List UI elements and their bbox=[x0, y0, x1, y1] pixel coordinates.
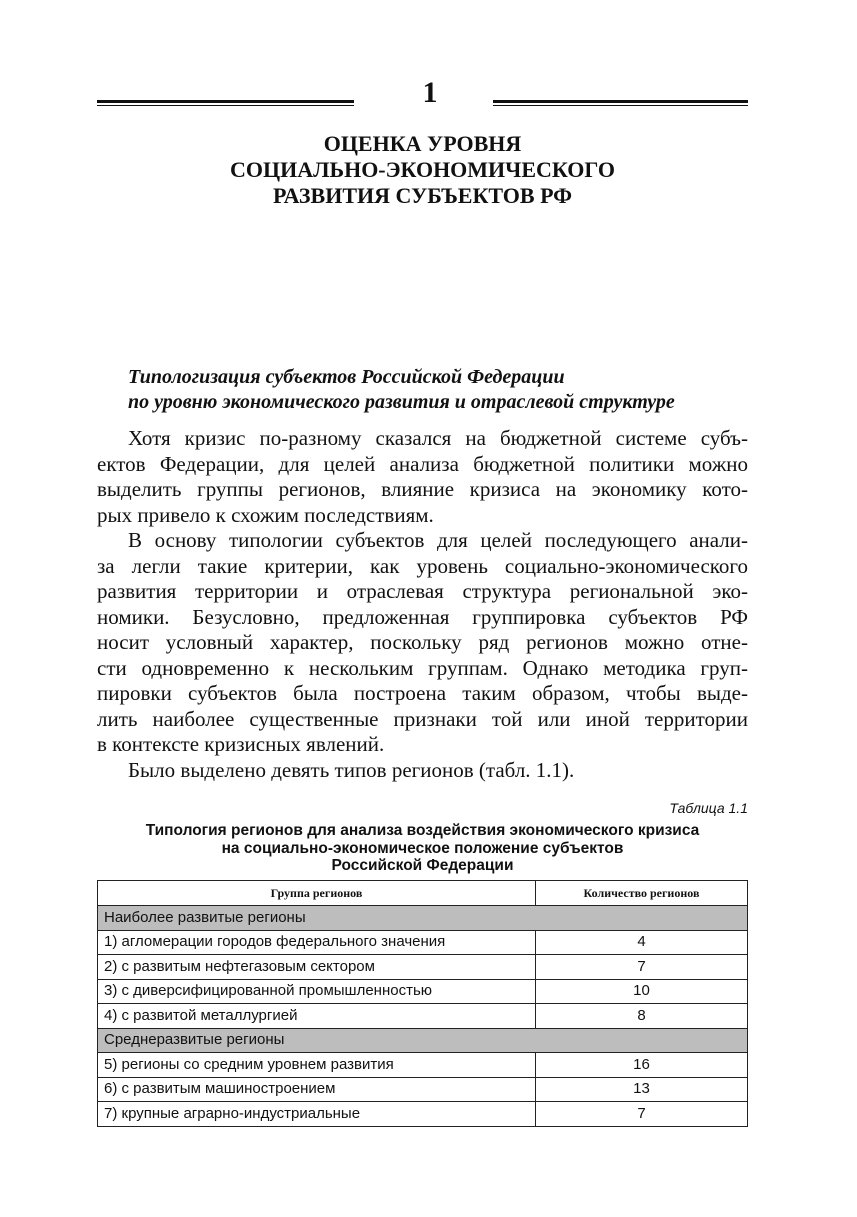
chapter-title-line: ОЦЕНКА УРОВНЯ bbox=[323, 131, 522, 156]
chapter-title-line: СОЦИАЛЬНО-ЭКОНОМИЧЕСКОГО bbox=[230, 157, 615, 182]
table-title bbox=[97, 822, 748, 875]
text-line: пировки субъектов была построена таким образом, чтобы выде- bbox=[97, 681, 748, 705]
region-count: 8 bbox=[536, 1004, 748, 1029]
region-type: 5) регионы со средним уровнем развития bbox=[98, 1053, 536, 1078]
region-type: 7) крупные аграрно-индустриальные bbox=[98, 1102, 536, 1127]
table-title-line: на социально-экономическое положение субъектов bbox=[221, 839, 624, 857]
table-group-row bbox=[98, 1028, 748, 1053]
table-row bbox=[98, 979, 748, 1004]
body-text bbox=[97, 426, 748, 783]
group-label: Наиболее развитые регионы bbox=[98, 906, 748, 931]
section-heading-line: по уровню экономического развития и отраслевой структуре bbox=[128, 391, 675, 413]
table-row bbox=[98, 1004, 748, 1029]
group-label: Среднеразвитые регионы bbox=[98, 1028, 748, 1053]
text-line: рых привело к схожим последствиям. bbox=[97, 502, 434, 527]
region-count: 13 bbox=[536, 1077, 748, 1102]
text-line: развития территории и отраслевая структура региональной эко- bbox=[97, 579, 748, 603]
region-count: 4 bbox=[536, 930, 748, 955]
region-count: 16 bbox=[536, 1053, 748, 1078]
table-header-row bbox=[98, 881, 748, 906]
chapter-title bbox=[97, 131, 748, 209]
text-line: в контексте кризисных явлений. bbox=[97, 732, 385, 756]
region-count: 10 bbox=[536, 979, 748, 1004]
text-line: ектов Федерации, для целей анализа бюджетной политики можно bbox=[97, 451, 748, 476]
table-title-line: Типология регионов для анализа воздействия экономического кризиса bbox=[145, 822, 700, 839]
paragraph bbox=[97, 758, 748, 784]
region-count: 7 bbox=[536, 1102, 748, 1127]
text-line: за легли такие критерии, как уровень социально-экономического bbox=[97, 553, 748, 578]
paragraph bbox=[97, 528, 748, 758]
regions-table bbox=[97, 880, 748, 1127]
table-label: Таблица 1.1 bbox=[669, 800, 748, 816]
table-group-row bbox=[98, 906, 748, 931]
table-row bbox=[98, 1102, 748, 1127]
region-type: 6) с развитым машиностроением bbox=[98, 1077, 536, 1102]
region-type: 2) с развитым нефтегазовым сектором bbox=[98, 955, 536, 980]
paragraph bbox=[97, 426, 748, 528]
text-line: Было выделено девять типов регионов (табл. 1.1). bbox=[128, 757, 575, 782]
column-header-group: Группа регионов bbox=[98, 881, 536, 906]
table-title-line: Российской Федерации bbox=[331, 857, 514, 874]
region-type: 1) агломерации городов федерального значения bbox=[98, 930, 536, 955]
table-row bbox=[98, 1053, 748, 1078]
text-line: носит условный характер, поскольку ряд регионов можно отне- bbox=[97, 630, 748, 654]
column-header-count: Количество регионов bbox=[536, 881, 748, 906]
table-row bbox=[98, 1077, 748, 1102]
table-row bbox=[98, 955, 748, 980]
table-row bbox=[98, 930, 748, 955]
text-line: сти одновременно к нескольким группам. Однако методика груп- bbox=[97, 655, 748, 680]
text-line: номики. Безусловно, предложенная группировка субъектов РФ bbox=[97, 604, 748, 629]
text-line: Хотя кризис по-разному сказался на бюджетной системе субъ- bbox=[128, 426, 748, 450]
text-line: лить наиболее существенные признаки той или иной территории bbox=[97, 706, 748, 731]
text-line: В основу типологии субъектов для целей последующего анали- bbox=[128, 528, 748, 552]
region-type: 3) с диверсифицированной промышленностью bbox=[98, 979, 536, 1004]
chapter-rule-right bbox=[493, 100, 748, 106]
chapter-rule-left bbox=[97, 100, 354, 106]
region-count: 7 bbox=[536, 955, 748, 980]
section-heading bbox=[128, 365, 748, 415]
text-line: выделить группы регионов, влияние кризиса на экономику кото- bbox=[97, 477, 748, 501]
region-type: 4) с развитой металлургией bbox=[98, 1004, 536, 1029]
chapter-title-line: РАЗВИТИЯ СУБЪЕКТОВ РФ bbox=[272, 183, 573, 208]
section-heading-line: Типологизация субъектов Российской Федерации bbox=[128, 366, 565, 388]
chapter-number: 1 bbox=[422, 76, 438, 109]
